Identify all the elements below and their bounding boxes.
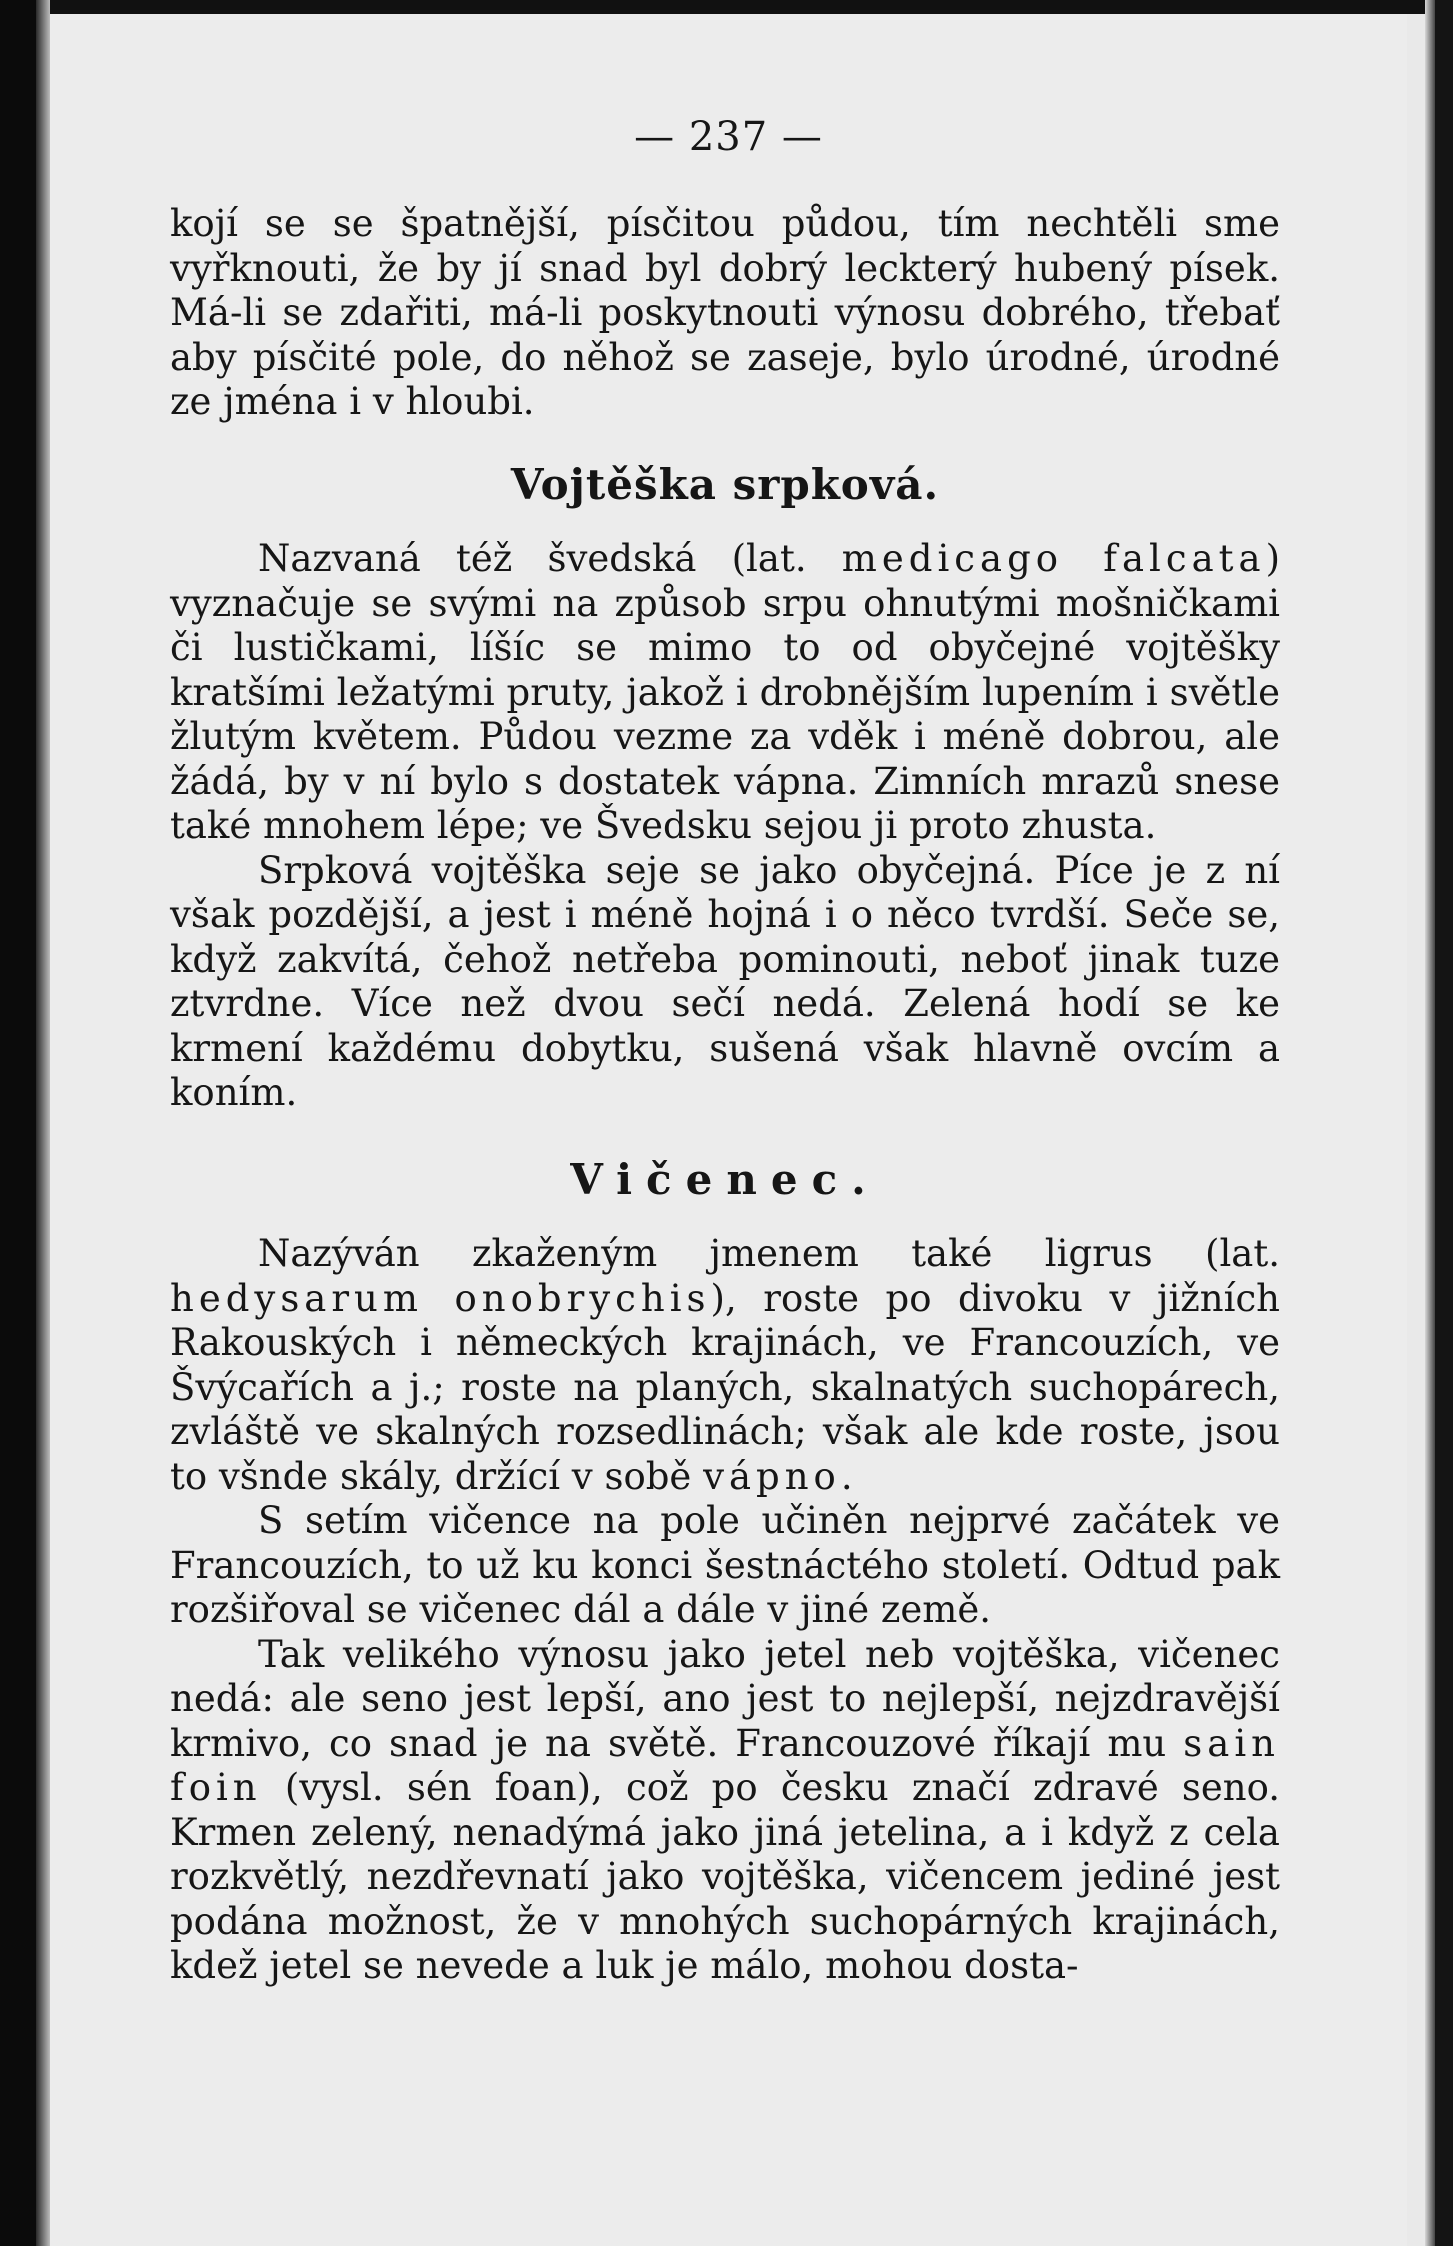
page-edge-shadow [1425, 0, 1435, 2246]
scan-border-left [0, 0, 36, 2246]
page-body [170, 202, 1280, 1989]
scan-border-top [0, 0, 1453, 14]
latin-name: hedysarum onobrychis [170, 1276, 711, 1320]
paragraph-vicenec-1 [170, 1232, 1280, 1499]
text-run: . [840, 1454, 853, 1498]
section-title-vojteska: Vojtěška srpková. [510, 459, 940, 509]
book-gutter-shadow [36, 0, 50, 2246]
paragraph-vojteska-2: Srpková vojtěška seje se jako obyčejná. Píce je z ní však pozdější, a jest i méně hojná i o něco tvrdší. Seče se, když zakvítá, čehož netřeba pominouti, neboť jinak tuze ztvrdne. Více než dvou sečí nedá. Zelená hodí se ke krmení každému dobytku, sušená však hlavně ovcím a koním. [170, 848, 1280, 1114]
text-run: Tak velikého výnosu jako jetel neb vojtěška, vičenec nedá: ale seno jest lepší, ano jest to nejlepší, nejzdravější krmivo, co snad je na světě. Francouzové říkají mu [170, 1632, 1280, 1765]
paragraph-vicenec-2: S setím vičence na pole učiněn nejprvé začátek ve Francouzích, to už ku konci šestnáctého století. Odtud pak rozšiřoval se vičenec dál a dále v jiné země. [170, 1499, 1280, 1631]
text-run: (vysl. sén foan), což po česku značí zdravé seno. Krmen zelený, nenadýmá jako jiná jetelina, a i když z cela rozkvětlý, nezdřevnatí jako vojtěška, vičencem jediné jest podána možnost, že v mnohých suchopárných krajinách, kdež jetel se nevede a luk je málo, mohou dosta- [170, 1766, 1280, 1987]
spaced-word: sain foin [170, 1721, 1280, 1809]
text-run: Nazýván zkaženým jmenem také ligrus (lat. [258, 1232, 1280, 1275]
paragraph-vicenec-3 [170, 1633, 1280, 1989]
text-run: ) vyznačuje se svými na způsob srpu ohnutými mošničkami či lustičkami, líšíc se mimo to od obyčejné vojtěšky kratšími ležatými pruty, jakož i drobnějším lupením i světle žlutým květem. Půdou vezme za vděk i méně dobrou, ale žádá, by v ní bylo s dostatek vápna. Zimních mrazů snese také mnohem lépe; ve Švedsku sejou ji proto zhusta. [170, 537, 1280, 847]
paragraph-vojteska-1 [170, 537, 1280, 849]
book-page [50, 14, 1407, 2246]
page-number: — 237 — [634, 114, 823, 160]
text-run: Nazvaná též švedská (lat. [258, 537, 842, 580]
text-run: ), roste po divoku v jižních Rakouských i německých krajinách, ve Francouzích, ve Švýcařích a j.; roste na planých, skalnatých suchopárech, zvláště ve skalných rozsedlinách; však ale kde roste, jsou to všnde skály, držící v sobě [170, 1276, 1280, 1498]
latin-name: medicago falcata [841, 537, 1266, 580]
spaced-word: vápno [703, 1454, 841, 1498]
scan-border-right [1435, 0, 1453, 2246]
section-title-vicenec: Vičenec. [570, 1154, 880, 1204]
paragraph-intro: kojí se se špatnější, písčitou půdou, tím nechtěli sme vyřknouti, že by jí snad byl dobrý leckterý hubený písek. Má-li se zdařiti, má-li poskytnouti výnosu dobrého, třebať aby písčité pole, do něhož se zaseje, bylo úrodné, úrodné ze jména i v hloubi. [170, 202, 1280, 423]
